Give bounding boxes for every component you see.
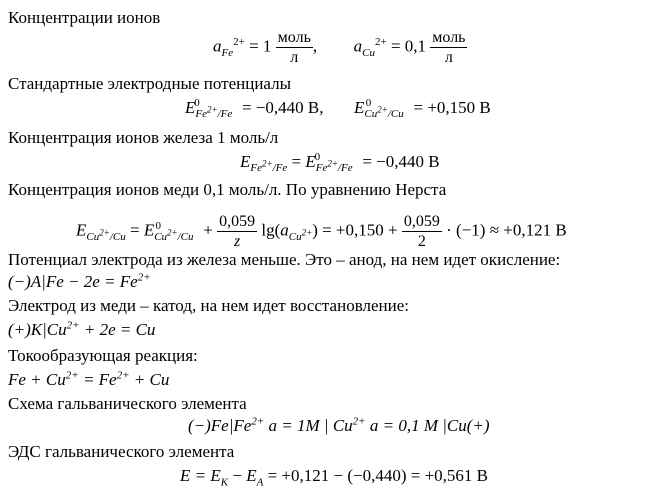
equation-standard-potentials: $E_{Fe^{2+}/Fe}^0 = -0,440$ В, $E_{Cu^{2+}/Cu}^0 = +0,150$ В <box>185 97 491 121</box>
fraction-0059-2: $\frac{0,059}{2}$ <box>403 213 440 250</box>
scheme-title: Схема гальванического элемента <box>8 394 247 413</box>
unit-fraction-fe: $\frac{\text{моль}}{л}$ <box>277 29 311 66</box>
unit-fraction-cu: $\frac{\text{моль}}{л}$ <box>432 29 466 66</box>
cathode-description: Электрод из меди – катод, на нем идет восстановление: <box>8 296 409 315</box>
equation-nernst: $E_{Cu^{2+}/Cu} = E_{Cu^{2+}/Cu}^0$ + $\frac{0,059}{z}$ $\lg(a_{Cu^{2+}}) = +0,150$ + $\frac{0,059}{2}$ · (−1) ≈ +0,121 В <box>76 213 567 250</box>
anode-description: Потенциал электрода из железа меньше. Это – анод, на нем идет окисление: <box>8 250 561 269</box>
heading-standard-potentials: Стандартные электродные потенциалы <box>8 74 292 93</box>
heading-fe-concentration: Концентрация ионов железа 1 моль/л <box>8 128 279 147</box>
anode-equation: $(-)A|Fe - 2e = Fe^{2+}$ <box>8 271 151 291</box>
emf-equation: $E = E_K - E_A = +0,121 - (-0,440) = +0,561$ В <box>180 466 488 489</box>
fraction-0059-z: $\frac{0,059}{z}$ <box>219 213 256 250</box>
emf-title: ЭДС гальванического элемента <box>8 442 235 461</box>
equation-concentrations: $a_{Fe}^{2+} = 1$ $\frac{\text{моль}}{л}$ , $a_{Cu}^{2+} = 0,1$ $\frac{\text{моль}}{л}$ <box>213 29 466 66</box>
heading-ion-concentrations: Концентрации ионов <box>8 8 161 27</box>
reaction-title: Токообразующая реакция: <box>8 346 198 365</box>
cathode-equation: $(+)K|Cu^{2+} + 2e = Cu$ <box>8 319 156 339</box>
reaction-equation: $Fe + Cu^{2+} = Fe^{2+} + Cu$ <box>8 369 170 389</box>
equation-fe-potential: $E_{Fe^{2+}/Fe} = E_{Fe^{2+}/Fe}^0 = -0,440$ В <box>240 151 440 175</box>
scheme-equation: $(-)Fe|Fe^{2+}$ a = 1M | $Cu^{2+}$ a = 0,1 M |Cu(+) <box>188 415 490 435</box>
heading-cu-concentration-nernst: Концентрация ионов меди 0,1 моль/л. По уравнению Нерста <box>8 180 447 199</box>
